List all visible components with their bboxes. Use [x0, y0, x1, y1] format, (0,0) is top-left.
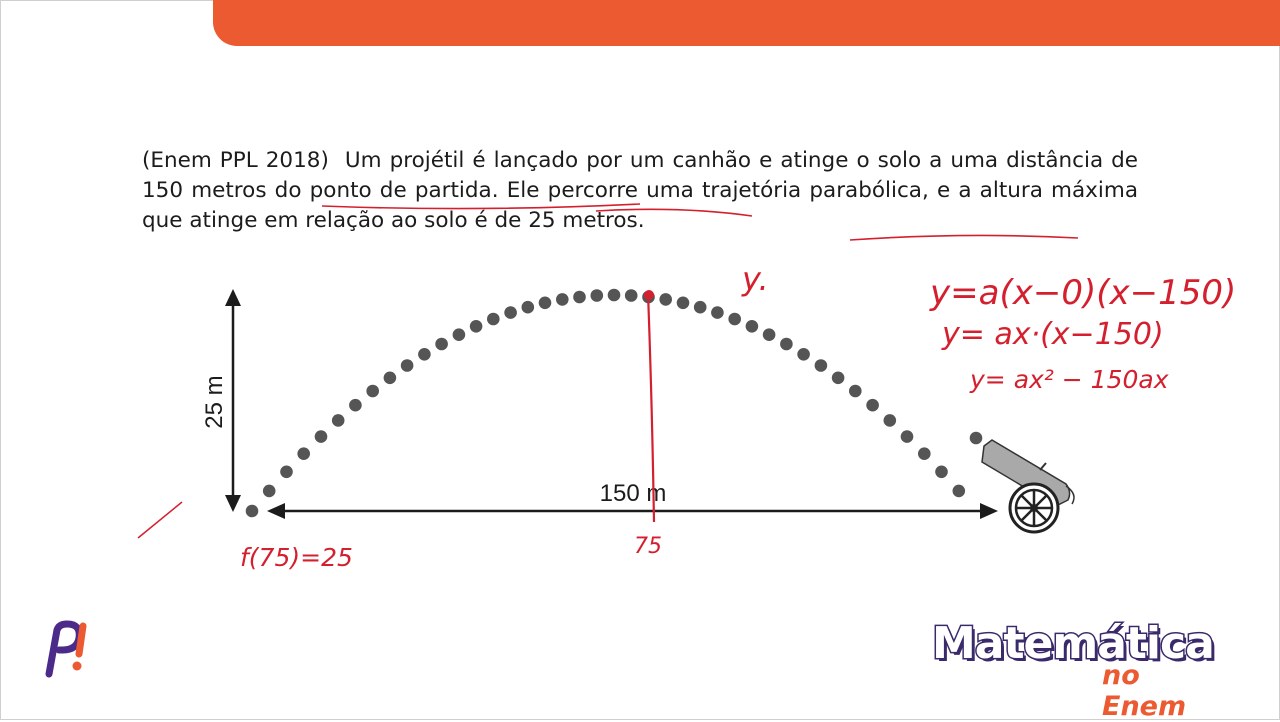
trajectory-dot [625, 289, 638, 302]
annotation-eq3: y= ax² − 150ax [970, 365, 1169, 394]
trajectory-dot [435, 338, 448, 351]
trajectory-dot [487, 313, 500, 326]
trajectory-dot [349, 399, 362, 412]
underline-height [850, 235, 1078, 240]
trajectory-dot [918, 447, 931, 460]
annotation-eq1: y=a(x−0)(x−150) [930, 273, 1237, 313]
trajectory-dot [539, 297, 552, 310]
trajectory-dot [970, 432, 983, 445]
trajectory-dot [728, 313, 741, 326]
trajectory-dot [591, 289, 604, 302]
trajectory-dot [832, 372, 845, 385]
question-source: (Enem PPL 2018) [142, 148, 329, 173]
trajectory-dot [401, 359, 414, 372]
trajectory-dot [659, 293, 672, 306]
cannon-icon [982, 440, 1074, 532]
trajectory-dot [815, 359, 828, 372]
pointer-stroke [138, 502, 182, 538]
trajectory-dot [694, 301, 707, 314]
annotation-eq2: y= ax·(x−150) [942, 317, 1164, 352]
trajectory-dot [780, 338, 793, 351]
trajectory-dot [384, 372, 397, 385]
trajectory-dot [470, 320, 483, 333]
underline-distance [322, 204, 640, 209]
vertex-point [644, 290, 654, 300]
distance-label: 150 m [599, 480, 667, 507]
brand-title: Matemática [932, 618, 1214, 669]
trajectory-dot [280, 466, 293, 479]
height-label: 25 m [201, 375, 228, 429]
annotation-75: 75 [634, 534, 662, 559]
underline-partida [596, 209, 752, 216]
trajectory-dot [246, 505, 259, 518]
trajectory-dot [797, 348, 810, 361]
trajectory-dot [763, 328, 776, 341]
brand-logo [930, 618, 1230, 722]
trajectory-dot [263, 485, 276, 498]
annotation-y: y. [742, 260, 769, 298]
trajectory-dot [953, 485, 966, 498]
trajectory-dot [866, 399, 879, 412]
trajectory-dot [608, 289, 621, 302]
trajectory-dot [297, 447, 310, 460]
trajectory-dot [556, 293, 569, 306]
trajectory-dot [901, 430, 914, 443]
trajectory-dot [677, 297, 690, 310]
trajectory-dot [746, 320, 759, 333]
trajectory-dot [884, 414, 897, 427]
trajectory-dot [504, 306, 517, 319]
trajectory-dot [711, 306, 724, 319]
trajectory-dot [935, 466, 948, 479]
brand-logo-icon [43, 618, 93, 678]
trajectory-dot [332, 414, 345, 427]
trajectory-dot [366, 385, 379, 398]
trajectory-dot [453, 328, 466, 341]
question-body: Um projétil é lançado por um canhão e atinge o solo a uma distância de 150 metros do ponto de partida. Ele percorre uma trajetória parabólica, e a altura máxima que atinge em relação ao solo é de 25 metros. [142, 148, 1139, 233]
annotation-f75: f(75)=25 [240, 543, 353, 572]
trajectory-dot [849, 385, 862, 398]
trajectory-dot [522, 301, 535, 314]
trajectory-dot [573, 291, 586, 304]
trajectory-dot [418, 348, 431, 361]
trajectory-dot [315, 430, 328, 443]
brand-subtitle: no Enem [1102, 660, 1187, 722]
